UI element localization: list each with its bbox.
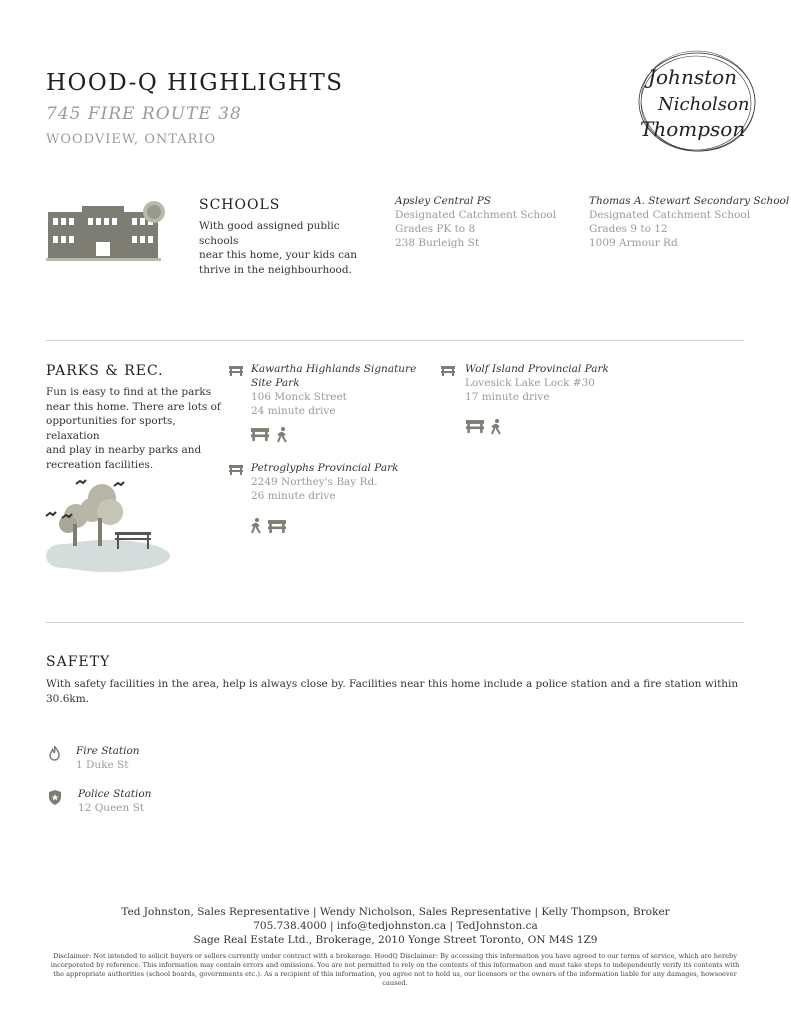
flame-icon [49, 745, 60, 761]
park-address: Lovesick Lake Lock #30 [465, 377, 595, 389]
school-grades: Grades 9 to 12 [589, 223, 668, 235]
page-title: HOOD-Q HIGHLIGHTS [46, 70, 344, 96]
park-item [251, 461, 398, 503]
police-shield-icon [49, 790, 61, 805]
fire-station-item [76, 744, 140, 772]
park-drive-time: 17 minute drive [465, 391, 550, 403]
police-station-name: Police Station [78, 788, 152, 800]
school-item [589, 194, 789, 250]
schools-description: With good assigned public schools near this home, your kids can thrive in the neighbourhood. [199, 220, 358, 276]
school-address: 238 Burleigh St [395, 237, 480, 249]
park-name: Wolf Island Provincial Park [465, 363, 609, 375]
park-name: Site Park [251, 377, 300, 389]
footer-contact: 705.738.4000 | info@tedjohnston.ca | TedJohnston.ca [253, 920, 538, 932]
brand-logo [634, 50, 760, 154]
park-name: Petroglyphs Provincial Park [251, 462, 399, 474]
svg-text:Thompson: Thompson [640, 117, 746, 141]
park-address: 2249 Northey's Bay Rd. [251, 476, 378, 488]
svg-text:Johnston: Johnston [648, 65, 738, 89]
property-address: 745 FIRE ROUTE 38 [46, 104, 242, 124]
school-name: Thomas A. Stewart Secondary School [589, 195, 790, 207]
section-divider [46, 340, 744, 341]
park-item [251, 362, 416, 418]
bench-icon [466, 420, 484, 433]
school-address: 1009 Armour Rd [589, 237, 678, 249]
bench-icon [441, 366, 455, 376]
bench-icon [268, 520, 286, 533]
park-item [465, 362, 609, 404]
safety-description: With safety facilities in the area, help is always close by. Facilities near this home include a police station and a fire station within 30.6km. [46, 678, 739, 705]
park-address: 106 Monck Street [251, 391, 347, 403]
running-icon [491, 419, 501, 435]
police-station-address: 12 Queen St [78, 802, 145, 814]
running-icon [251, 518, 261, 534]
parks-description: Fun is easy to find at the parks near this home. There are lots of opportunities for sports, relaxation and play in nearby parks and recreation facilities. [46, 386, 221, 471]
property-city: WOODVIEW, ONTARIO [46, 132, 217, 147]
safety-heading: SAFETY [46, 654, 111, 670]
bench-icon [251, 428, 269, 441]
park-name: Kawartha Highlands Signature [251, 363, 417, 375]
parks-heading: PARKS & REC. [46, 363, 164, 379]
footer-disclaimer: Disclaimer: Not intended to solicit buyers or sellers currently under contract with a brokerage. HoodQ Disclaimer: By accessing this information you have agreed to our terms of service, which are hereby incorporated by reference. This information may contain errors and omissions. You are not permitted to rely on the contents of this information and must take steps to independently verify its contents with the appropriate authorities (school boards, governments etc.). As a recipient of this information, you agree not to hold us, our licensors or the owners of the information liable for any damages, howsoever caused. [50, 952, 740, 987]
svg-text:Nicholson: Nicholson [658, 94, 750, 115]
fire-station-address: 1 Duke St [76, 759, 129, 771]
bench-icon [229, 366, 243, 376]
school-name: Apsley Central PS [395, 195, 491, 207]
park-illustration-icon [44, 478, 174, 576]
section-divider [46, 622, 744, 623]
schools-heading: SCHOOLS [199, 197, 281, 213]
school-type: Designated Catchment School [589, 209, 751, 221]
park-drive-time: 24 minute drive [251, 405, 336, 417]
footer-brokerage: Sage Real Estate Ltd., Brokerage, 2010 Yonge Street Toronto, ON M4S 1Z9 [193, 934, 598, 946]
school-item [395, 194, 556, 250]
park-drive-time: 26 minute drive [251, 490, 336, 502]
fire-station-name: Fire Station [76, 745, 140, 757]
running-icon [277, 427, 287, 443]
school-building-icon [46, 198, 171, 264]
school-type: Designated Catchment School [395, 209, 557, 221]
bench-icon [229, 465, 243, 475]
school-grades: Grades PK to 8 [395, 223, 476, 235]
police-station-item [78, 787, 151, 815]
footer-agents: Ted Johnston, Sales Representative | Wendy Nicholson, Sales Representative | Kelly Thompson, Broker [121, 906, 670, 918]
